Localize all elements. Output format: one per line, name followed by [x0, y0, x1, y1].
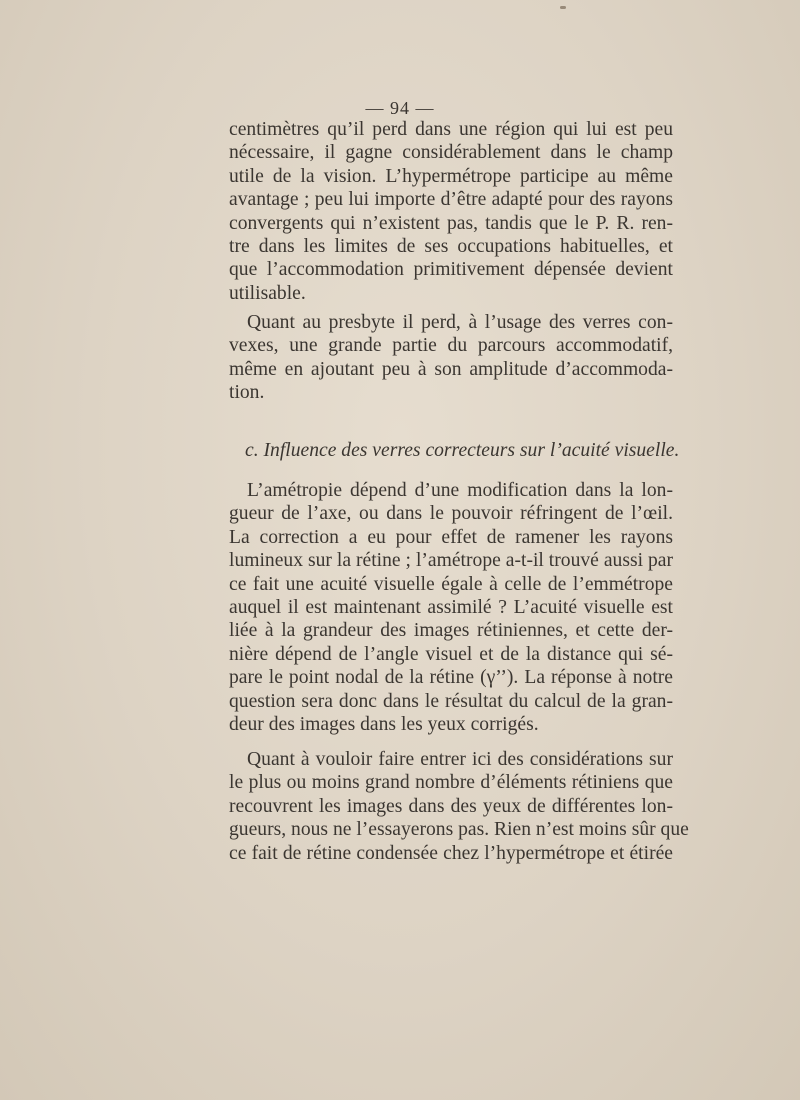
text-line: gueurs, nous ne l’essayerons pas. Rien n’est moins sûr que — [229, 819, 689, 841]
text-line: question sera donc dans le résultat du calcul de la gran- — [229, 690, 673, 712]
text-line: pare le point nodal de la rétine (γ’’). La réponse à notre — [229, 667, 673, 689]
text-line: liée à la grandeur des images rétiniennes, et cette der- — [229, 620, 673, 642]
text-line: même en ajoutant peu à son amplitude d’accommoda- — [229, 358, 673, 380]
text-line: auquel il est maintenant assimilé ? L’acuité visuelle est — [229, 596, 673, 618]
text-line: L’amétropie dépend d’une modification dans la lon- — [247, 480, 673, 501]
text-line: Quant à vouloir faire entrer ici des considérations sur — [247, 749, 673, 770]
text-line: avantage ; peu lui importe d’être adapté pour des rayons — [229, 189, 673, 211]
text-line: deur des images dans les yeux corrigés. — [229, 713, 539, 735]
page-number: — 94 — — [365, 98, 435, 118]
text-line: Quant au presbyte il perd, à l’usage des verres con- — [247, 312, 673, 333]
text-line: La correction a eu pour effet de ramener les rayons — [229, 526, 673, 548]
text-line: tre dans les limites de ses occupations habituelles, et — [229, 235, 673, 257]
paragraph-4 — [229, 748, 689, 865]
text-line: lumineux sur la rétine ; l’amétrope a-t-il trouvé aussi par — [229, 550, 673, 572]
text-line: ce fait une acuité visuelle égale à celle de l’emmétrope — [229, 573, 673, 595]
text-line: utilisable. — [229, 282, 306, 304]
paragraph-1 — [229, 118, 673, 305]
text-line: utile de la vision. L’hypermétrope participe au même — [229, 165, 673, 187]
text-line: vexes, une grande partie du parcours accommodatif, — [229, 335, 673, 357]
text-line: tion. — [229, 382, 265, 404]
text-line: nière dépend de l’angle visuel et de la distance qui sé- — [229, 643, 673, 665]
text-line: centimètres qu’il perd dans une région qui lui est peu — [229, 119, 673, 140]
text-line: gueur de l’axe, ou dans le pouvoir réfringent de l’œil. — [229, 503, 673, 525]
section-heading: c. Influence des verres correcteurs sur l’acuité visuelle. — [245, 440, 680, 461]
paragraph-2 — [229, 311, 673, 405]
paragraph-3 — [229, 479, 673, 736]
text-line: convergents qui n’existent pas, tandis que le P. R. ren- — [229, 212, 673, 234]
text-line: ce fait de rétine condensée chez l’hypermétrope et étirée — [229, 842, 673, 864]
text-line: le plus ou moins grand nombre d’éléments rétiniens que — [229, 772, 673, 794]
text-line: nécessaire, il gagne considérablement dans le champ — [229, 142, 673, 164]
ink-smudge — [560, 6, 566, 9]
text-line: que l’accommodation primitivement dépensée devient — [229, 259, 673, 281]
text-line: recouvrent les images dans des yeux de différentes lon- — [229, 795, 673, 817]
